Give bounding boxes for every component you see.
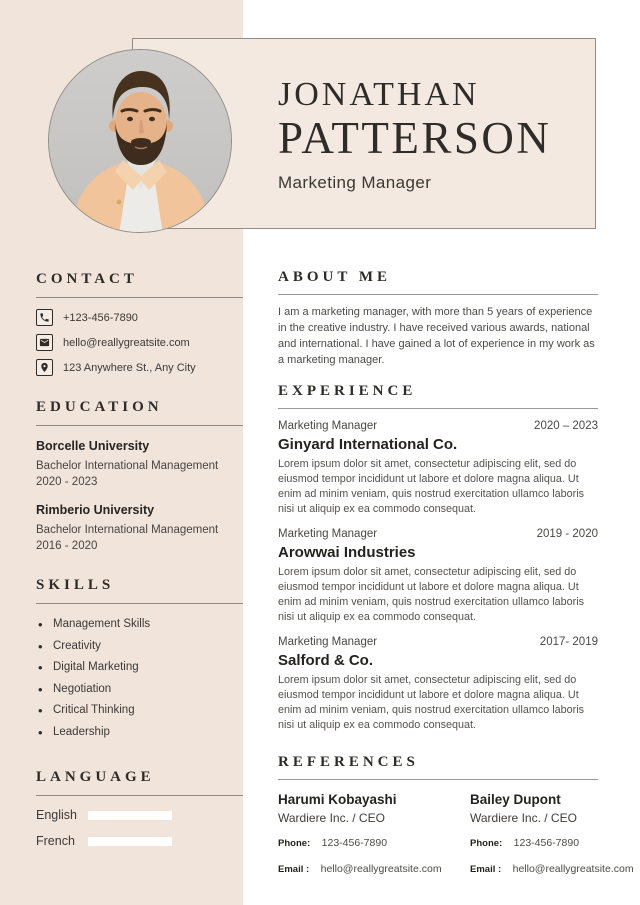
last-name: PATTERSON <box>278 113 552 163</box>
language-row <box>36 808 243 822</box>
references-section <box>278 753 634 877</box>
job-role: Marketing Manager <box>278 420 378 432</box>
company-name: Salford & Co. <box>278 652 374 669</box>
job-dates: 2020 – 2023 <box>534 420 598 432</box>
email-address: hello@reallygreatsite.com <box>63 336 190 349</box>
reference-email-row <box>278 859 470 877</box>
experience-entry <box>278 635 598 733</box>
contact-item-email <box>36 334 243 351</box>
degree: Bachelor International Management <box>36 460 219 472</box>
education-entry <box>36 439 243 490</box>
section-divider <box>278 294 598 295</box>
references-grid <box>278 792 634 877</box>
contact-section <box>36 270 243 384</box>
language-section <box>36 768 243 860</box>
job-role: Marketing Manager <box>278 528 378 540</box>
job-title: Marketing Manager <box>278 173 432 192</box>
section-divider <box>36 603 243 604</box>
contact-item-phone <box>36 309 243 326</box>
phone-label: Phone: <box>278 838 311 849</box>
reference-phone-row <box>278 833 470 851</box>
section-divider <box>36 297 243 298</box>
contact-item-address <box>36 359 243 376</box>
reference-phone-row <box>470 833 634 851</box>
phone-icon <box>36 309 53 326</box>
reference-email: hello@reallygreatsite.com <box>320 863 442 875</box>
contact-list <box>36 309 243 376</box>
job-dates: 2019 - 2020 <box>536 528 598 540</box>
skill-item: • Digital Marketing <box>36 661 243 673</box>
main-column <box>278 268 634 877</box>
education-entry <box>36 503 243 554</box>
street-address: 123 Anywhere St., Any City <box>63 361 196 374</box>
skill-item: • Leadership <box>36 726 243 738</box>
contact-heading: CONTACT <box>36 271 138 287</box>
job-description: Lorem ipsum dolor sit amet, consectetur adipiscing elit, sed do eiusmod tempor incididunt ut labore et dolore magna aliqua. Ut enim ad minim veniam, quis nostrud exercitation ullamco laboris nisi ut aliquip ex ea commodo consequat. <box>278 674 585 731</box>
skills-heading: SKILLS <box>36 577 115 593</box>
section-divider <box>36 795 243 796</box>
job-description: Lorem ipsum dolor sit amet, consectetur adipiscing elit, sed do eiusmod tempor incididunt ut labore et dolore magna aliqua. Ut enim ad minim veniam, quis nostrud exercitation ullamco laboris nisi ut aliquip ex ea commodo consequat. <box>278 566 585 623</box>
job-head <box>278 419 598 433</box>
experience-heading: EXPERIENCE <box>278 383 417 399</box>
first-name: JONATHAN <box>278 76 480 113</box>
skill-item: • Creativity <box>36 640 243 652</box>
reference-entry <box>278 792 470 877</box>
section-divider <box>278 779 598 780</box>
company-name: Ginyard International Co. <box>278 436 458 453</box>
references-heading: REFERENCES <box>278 754 419 770</box>
job-dates: 2017- 2019 <box>539 636 598 648</box>
email-label: Email : <box>470 864 502 875</box>
section-divider <box>278 408 598 409</box>
reference-email-row <box>470 859 634 877</box>
phone-number: +123-456-7890 <box>63 311 138 324</box>
reference-email: hello@reallygreatsite.com <box>512 863 634 875</box>
language-heading: LANGUAGE <box>36 769 155 785</box>
language-level-bar <box>88 837 172 846</box>
experience-entry <box>278 527 598 625</box>
reference-name: Bailey Dupont <box>470 792 561 807</box>
reference-phone: 123-456-7890 <box>513 837 580 849</box>
phone-label: Phone: <box>470 838 503 849</box>
section-divider <box>36 425 243 426</box>
job-description: Lorem ipsum dolor sit amet, consectetur adipiscing elit, sed do eiusmod tempor incididunt ut labore et dolore magna aliqua. Ut enim ad minim veniam, quis nostrud exercitation ullamco laboris nisi ut aliquip ex ea commodo consequat. <box>278 458 585 515</box>
experience-entry <box>278 419 598 517</box>
about-section <box>278 268 598 368</box>
about-heading: ABOUT ME <box>278 269 391 285</box>
language-row <box>36 834 243 848</box>
school-name: Rimberio University <box>36 503 155 518</box>
degree: Bachelor International Management <box>36 524 219 537</box>
company-name: Arowwai Industries <box>278 544 416 561</box>
school-name: Borcelle University <box>36 439 150 453</box>
name-block <box>278 78 551 193</box>
job-head <box>278 635 598 649</box>
skill-item: • Management Skills <box>36 618 243 630</box>
language-list <box>36 808 243 848</box>
reference-entry <box>470 792 634 877</box>
email-icon <box>36 334 53 351</box>
education-section <box>36 398 243 554</box>
language-name: French <box>36 834 75 848</box>
skills-list <box>36 618 243 738</box>
skill-item: • Negotiation <box>36 683 243 695</box>
education-heading: EDUCATION <box>36 399 163 415</box>
reference-role: Wardiere Inc. / CEO <box>278 811 385 825</box>
reference-name: Harumi Kobayashi <box>278 792 397 807</box>
job-head <box>278 527 598 541</box>
skill-item: • Critical Thinking <box>36 704 243 716</box>
location-icon <box>36 359 53 376</box>
about-text: I am a marketing manager, with more than 5 years of experience in the creative industry. I have received various awards, national and international. I have gained a lot of experience in my work as a marketing manager. <box>278 306 595 366</box>
education-dates: 2016 - 2020 <box>36 540 98 553</box>
reference-phone: 123-456-7890 <box>321 837 388 849</box>
profile-photo <box>48 49 232 233</box>
skills-section <box>36 576 243 747</box>
reference-role: Wardiere Inc. / CEO <box>470 811 577 825</box>
language-level-bar <box>88 811 172 820</box>
portrait-illustration <box>49 50 232 233</box>
job-role: Marketing Manager <box>278 636 378 648</box>
experience-section <box>278 382 598 733</box>
education-dates: 2020 - 2023 <box>36 476 98 489</box>
language-name: English <box>36 808 77 822</box>
email-label: Email : <box>278 864 310 875</box>
